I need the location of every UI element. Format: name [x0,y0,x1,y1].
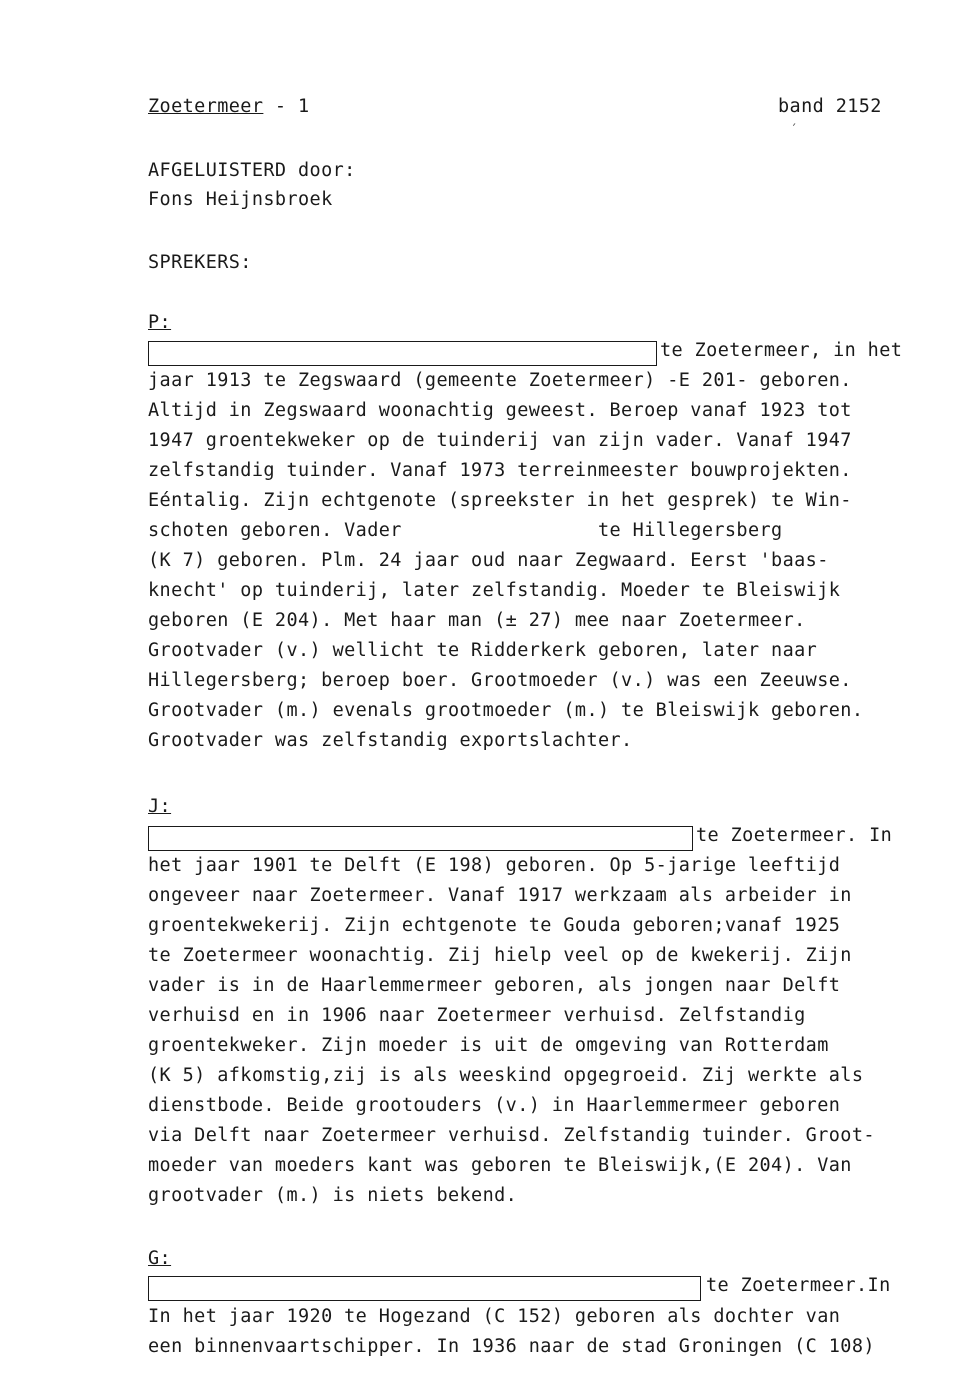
text-line: In het jaar 1920 te Hogezand (C 152) geboren als dochter van [148,1306,841,1327]
text-line: via Delft naar Zoetermeer verhuisd. Zelfstandig tuinder. Groot- [148,1125,875,1146]
text-line: vader is in de Haarlemmermeer geboren, als jongen naar Delft [148,975,841,996]
text-line: verhuisd en in 1906 naar Zoetermeer verhuisd. Zelfstandig [148,1005,806,1026]
speaker-p-location: te Zoetermeer, in het [660,340,903,361]
text-line: een binnenvaartschipper. In 1936 naar de stad Groningen (C 108) [148,1336,875,1357]
text-line: groentekweker. Zijn moeder is uit de omgeving van Rotterdam [148,1035,829,1056]
pen-mark: ′ [790,122,799,138]
text-line: Grootvader (m.) evenals grootmoeder (m.) te Bleiswijk geboren. [148,700,864,721]
text-line: (K 7) geboren. Plm. 24 jaar oud naar Zegwaard. Eerst 'baas- [148,550,829,571]
speaker-j-location: te Zoetermeer. In [696,825,893,846]
text-line: schoten geboren. Vader te Hillegersberg [148,520,783,541]
text-line: te Zoetermeer woonachtig. Zij hielp veel op de kwekerij. Zijn [148,945,852,966]
text-line: (K 5) afkomstig,zij is als weeskind opgegroeid. Zij werkte als [148,1065,864,1086]
text-line: knecht' op tuinderij, later zelfstandig. Moeder te Bleiswijk [148,580,841,601]
text-line: zelfstandig tuinder. Vanaf 1973 terreinmeester bouwprojekten. [148,460,852,481]
text-line: grootvader (m.) is niets bekend. [148,1185,518,1206]
sprekers-label: SPREKERS: [148,252,252,273]
speaker-code-p: P: [148,312,172,333]
document-title [148,96,310,117]
text-line: moeder van moeders kant was geboren te Bleiswijk,(E 204). Van [148,1155,852,1176]
place-name: Zoetermeer [148,96,264,117]
text-line: 1947 groentekweker op de tuinderij van zijn vader. Vanaf 1947 [148,430,852,451]
speaker-code-g: G: [148,1248,172,1269]
text-line: geboren (E 204). Met haar man (± 27) mee naar Zoetermeer. [148,610,806,631]
text-line: Grootvader was zelfstandig exportslachter. [148,730,633,751]
listener-name: Fons Heijnsbroek [148,189,333,210]
text-line: Altijd in Zegswaard woonachtig geweest. Beroep vanaf 1923 tot [148,400,852,421]
redacted-name-box [148,1276,701,1301]
speaker-code-j: J: [148,796,172,817]
text-line: dienstbode. Beide grootouders (v.) in Haarlemmermeer geboren [148,1095,841,1116]
text-line: het jaar 1901 te Delft (E 198) geboren. Op 5-jarige leeftijd [148,855,841,876]
text-line: Hillegersberg; beroep boer. Grootmoeder (v.) was een Zeeuwse. [148,670,852,691]
speaker-g-location: te Zoetermeer.In [706,1275,891,1296]
afgeluisterd-label: AFGELUISTERD door: [148,160,356,181]
text-line: Grootvader (v.) wellicht te Ridderkerk geboren, later naar [148,640,818,661]
text-line: jaar 1913 te Zegswaard (gemeente Zoetermeer) -E 201- geboren. [148,370,852,391]
redacted-name-box [148,826,693,851]
text-line: groentekwekerij. Zijn echtgenote te Gouda geboren;vanaf 1925 [148,915,841,936]
redacted-name-box [148,341,657,366]
page-number: - 1 [263,96,310,117]
text-line: ongeveer naar Zoetermeer. Vanaf 1917 werkzaam als arbeider in [148,885,852,906]
text-line: Eéntalig. Zijn echtgenote (spreekster in het gesprek) te Win- [148,490,852,511]
band-number: band 2152 [778,96,882,117]
